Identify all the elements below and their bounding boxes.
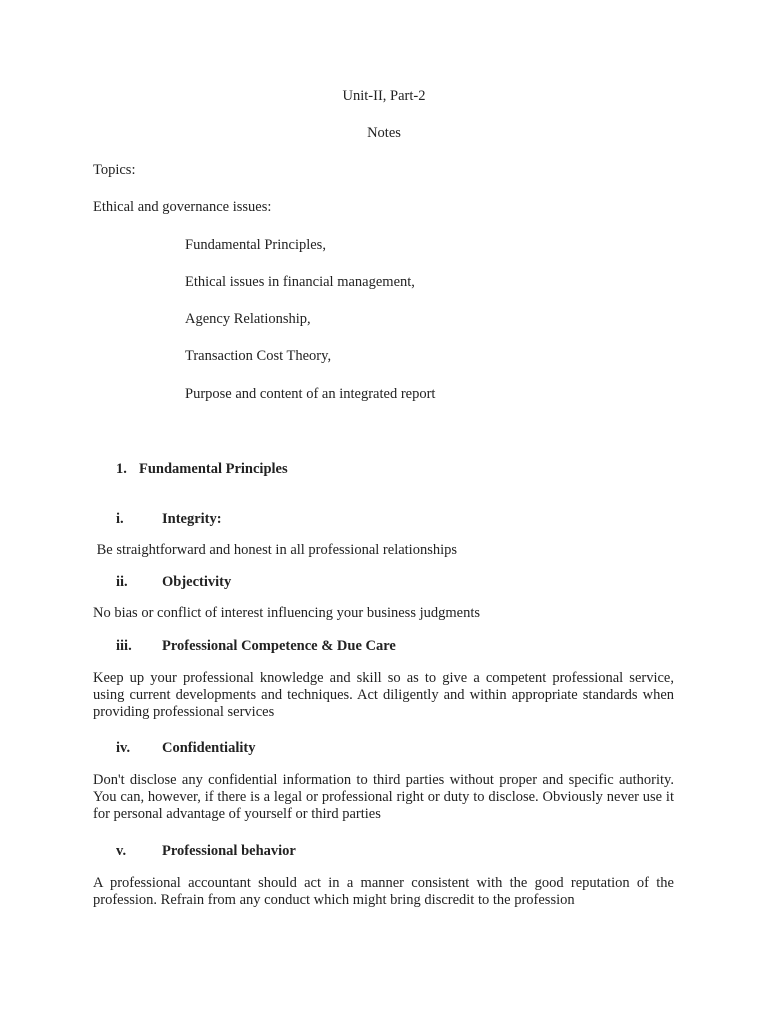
principle-text: Be straightforward and honest in all professional relationships (93, 542, 458, 558)
section-heading: Fundamental Principles (139, 461, 288, 477)
principle-title: Confidentiality (162, 740, 256, 756)
principle-text: Keep up your professional knowledge and skill so as to give a competent professional service, using current developments and techniques. Act diligently and within appropriate standards when providing professional services (93, 670, 674, 720)
principle-text: Don't disclose any confidential information to third parties without proper and specific authority. You can, however, if there is a legal or professional right or duty to disclose. Obviously never use it for personal advantage of yourself or third parties (93, 772, 674, 822)
document-subtitle: Notes (367, 125, 401, 141)
principle-text: No bias or conflict of interest influencing your business judgments (93, 605, 480, 621)
principle-title: Professional Competence & Due Care (162, 638, 396, 654)
principle-numeral: v. (116, 843, 127, 859)
topics-group-label: Ethical and governance issues: (93, 199, 272, 215)
topic-item: Transaction Cost Theory, (185, 348, 332, 364)
principle-numeral: i. (116, 511, 124, 527)
topics-label: Topics: (93, 162, 136, 178)
principle-numeral: iii. (116, 638, 132, 654)
principle-numeral: ii. (116, 574, 128, 590)
topic-item: Purpose and content of an integrated report (185, 386, 436, 402)
topic-item: Ethical issues in financial management, (185, 274, 415, 290)
document-title: Unit-II, Part-2 (342, 88, 426, 104)
topic-item: Fundamental Principles, (185, 237, 326, 253)
topic-item: Agency Relationship, (185, 311, 311, 327)
principle-title: Professional behavior (162, 843, 296, 859)
principle-text: A professional accountant should act in a manner consistent with the good reputation of the profession. Refrain from any conduct which might bring discredit to the profession (93, 875, 674, 908)
principle-numeral: iv. (116, 740, 131, 756)
principle-title: Integrity: (162, 511, 222, 527)
section-number: 1. (116, 461, 127, 477)
principle-title: Objectivity (162, 574, 232, 590)
